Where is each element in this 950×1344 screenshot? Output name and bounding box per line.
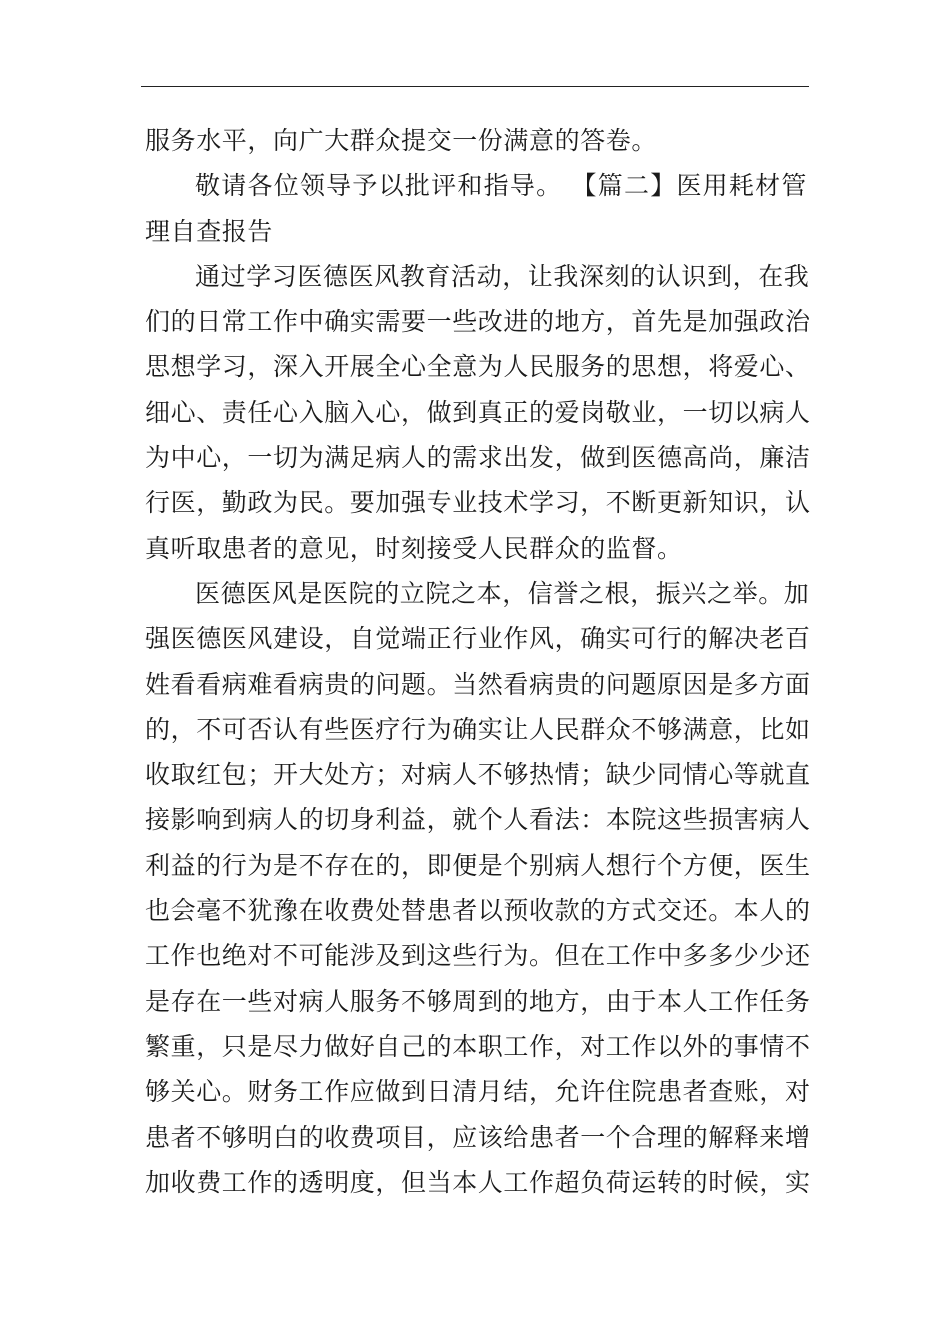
text-line: 服务水平，向广大群众提交一份满意的答卷。 [145, 126, 658, 155]
text-line: 通过学习医德医风教育活动，让我深刻的认识到，在我 [195, 261, 810, 291]
header-rule [141, 86, 809, 87]
text-line: 利益的行为是不存在的，即便是个别病人想行个方便，医生 [145, 850, 811, 880]
text-line: 强医德医风建设，自觉端正行业作风，确实可行的解决老百 [145, 624, 811, 654]
text-line: 们的日常工作中确实需要一些改进的地方，首先是加强政治 [145, 307, 811, 337]
text-line: 工作也绝对不可能涉及到这些行为。但在工作中多多少少还 [145, 941, 811, 971]
text-line: 繁重，只是尽力做好自己的本职工作，对工作以外的事情不 [145, 1031, 811, 1061]
text-line: 敬请各位领导予以批评和指导。 【篇二】医用耗材管 [195, 171, 807, 201]
text-line: 理自查报告 [145, 216, 274, 246]
text-line: 够关心。财务工作应做到日清月结，允许住院患者查账，对 [145, 1077, 811, 1107]
text-line: 是存在一些对病人服务不够周到的地方，由于本人工作任务 [145, 986, 811, 1016]
text-line: 加收费工作的透明度，但当本人工作超负荷运转的时候，实 [145, 1167, 811, 1197]
text-line: 的，不可否认有些医疗行为确实让人民群众不够满意，比如 [145, 714, 811, 744]
text-line: 接影响到病人的切身利益，就个人看法：本院这些损害病人 [145, 805, 811, 835]
text-line: 医德医风是医院的立院之本，信誉之根，振兴之举。加 [195, 578, 810, 608]
text-line: 患者不够明白的收费项目，应该给患者一个合理的解释来增 [145, 1122, 811, 1152]
text-line: 姓看看病难看病贵的问题。当然看病贵的问题原因是多方面 [145, 669, 811, 699]
text-line: 为中心，一切为满足病人的需求出发，做到医德高尚，廉洁 [145, 443, 811, 473]
text-line: 细心、责任心入脑入心，做到真正的爱岗敬业，一切以病人 [145, 397, 811, 427]
text-line: 收取红包；开大处方；对病人不够热情；缺少同情心等就直 [145, 760, 811, 790]
document-body [145, 118, 811, 1205]
text-line: 真听取患者的意见，时刻接受人民群众的监督。 [145, 533, 683, 563]
text-line: 也会毫不犹豫在收费处替患者以预收款的方式交还。本人的 [145, 896, 811, 926]
text-line: 思想学习，深入开展全心全意为人民服务的思想，将爱心、 [145, 352, 811, 382]
text-line: 行医，勤政为民。要加强专业技术学习，不断更新知识，认 [145, 488, 811, 518]
